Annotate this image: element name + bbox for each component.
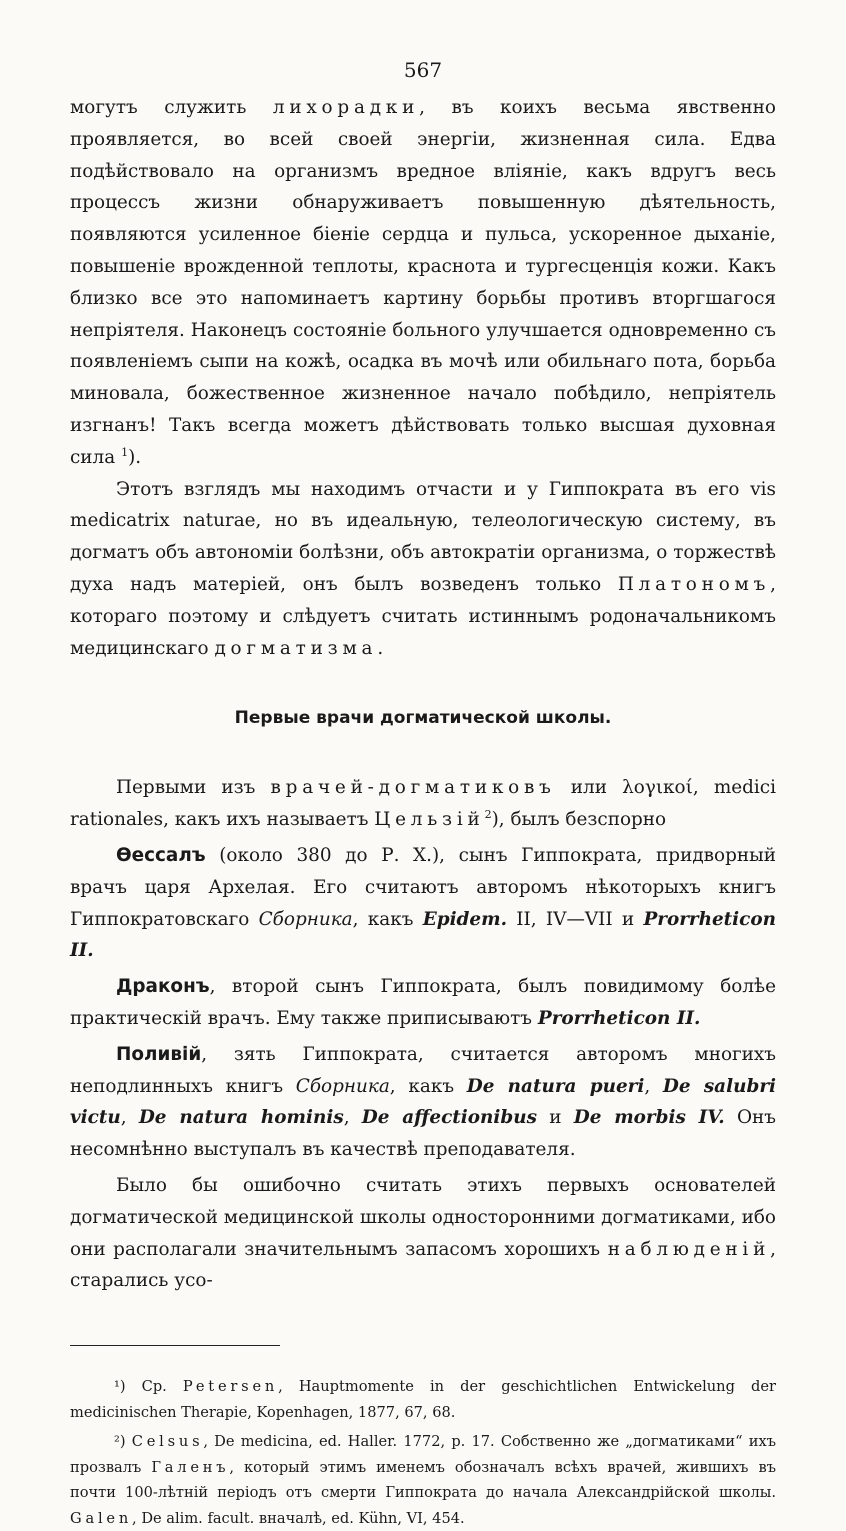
paragraph-first-dogmatists: Первыми изъ врачей-догматиковъ или λογικοί, medici rationales, какъ ихъ называетъ Цельзій$^2$), былъ безспорно: [70, 777, 776, 831]
entry-name: Драконъ: [116, 976, 210, 998]
section-heading: Первые врачи догматической школы.: [234, 708, 612, 729]
entry-dracon: Драконъ, второй сынъ Гиппократа, былъ повидимому болѣе практическій врачъ. Ему также приписываютъ Prorrheticon II.: [70, 976, 776, 1029]
paragraph-fevers: могутъ служить лихорадки, въ коихъ весьма явственно проявляется, во всей своей энергіи, жизненная сила. Едва подѣйствовало на организмъ вредное вліяніе, какъ вдругъ весь процессъ жизни обнаруживаетъ повышенную дѣятельность, появляются усиленное біеніе сердца и пульса, ускоренное дыханіе, повышеніе врожденной теплоты, краснота и тургесценція кожи. Какъ близко все это напоминаетъ картину борьбы противъ вторгшагося непріятеля. Наконецъ состояніе больного улучшается одновременно съ появленіемъ сыпи на кожѣ, осадка въ мочѣ или обильнаго пота, борьба миновала, божественное жизненное начало побѣдило, непріятель изгнанъ! Такъ всегда можетъ дѣйствовать только высшая духовная сила $^1$).: [70, 97, 776, 468]
spaced-term: лихорадки: [272, 97, 420, 118]
spaced-term: наблюденій: [607, 1238, 771, 1260]
entry-polybus: Поливій, зять Гиппократа, считается авторомъ многихъ неподлинныхъ книгъ Сборника, какъ De natura pueri, De salubri victu, De natura hominis, De affectionibus и De morbis IV. Онъ несомнѣнно выступалъ въ качествѣ преподавателя.: [70, 1043, 776, 1161]
footnote-1: ¹) Ср. Petersen, Hauptmomente in der geschichtlichen Entwickelung der medicinischen Therapie, Kopenhagen, 1877, 67, 68.: [70, 1378, 776, 1421]
page-number: 567: [403, 58, 443, 82]
footnote-divider: [70, 1345, 280, 1346]
entry-name: Өессалъ: [116, 844, 206, 866]
paragraph-hippocrates-view: Этотъ взглядъ мы находимъ отчасти и у Гиппократа въ его vis medicatrix naturae, но въ идеальную, телеологическую систему, въ догматъ объ автономіи болѣзни, объ автократіи организма, о торжествѣ духа надъ матеріей, онъ былъ возведенъ только Платономъ, котораго поэтому и слѣдуетъ считать истиннымъ родоначальникомъ медицинскаго догматизма.: [70, 478, 776, 659]
spaced-term: врачей-догматиковъ: [270, 777, 556, 799]
spaced-term: догматизма: [214, 637, 378, 659]
entry-name: Поливій: [116, 1043, 202, 1065]
entry-thessalus: Өессалъ (около 380 до Р. Х.), сынъ Гиппократа, придворный врачъ царя Архелая. Его считаютъ авторомъ нѣкоторыхъ книгъ Гиппократовскаго Сборника, какъ Epidem. II, IV—VII и Prorrheticon II.: [70, 844, 776, 962]
footnote-ref-1[interactable]: 1: [121, 445, 129, 459]
paragraph-observations: Было бы ошибочно считать этихъ первыхъ основателей догматической медицинской школы односторонними догматиками, ибо они располагали значительнымъ запасомъ хорошихъ наблюденій, старались усо-: [70, 1174, 776, 1292]
footnote-ref-2[interactable]: 2: [484, 808, 492, 822]
spaced-term: Цельзій: [374, 809, 485, 831]
footnote-2: ²) Celsus, De medicina, ed. Haller. 1772, p. 17. Собственно же „догматиками“ ихъ прозвалъ Галенъ, который этимъ именемъ обозначалъ всѣхъ врачей, жившихъ въ почти 100-лѣтній періодъ отъ смерти Гиппократа до начала Александрійской школы. Galen, De alim. facult. вначалѣ, ed. Kühn, VI, 454.: [70, 1433, 776, 1527]
spaced-term: Платономъ: [617, 573, 771, 595]
